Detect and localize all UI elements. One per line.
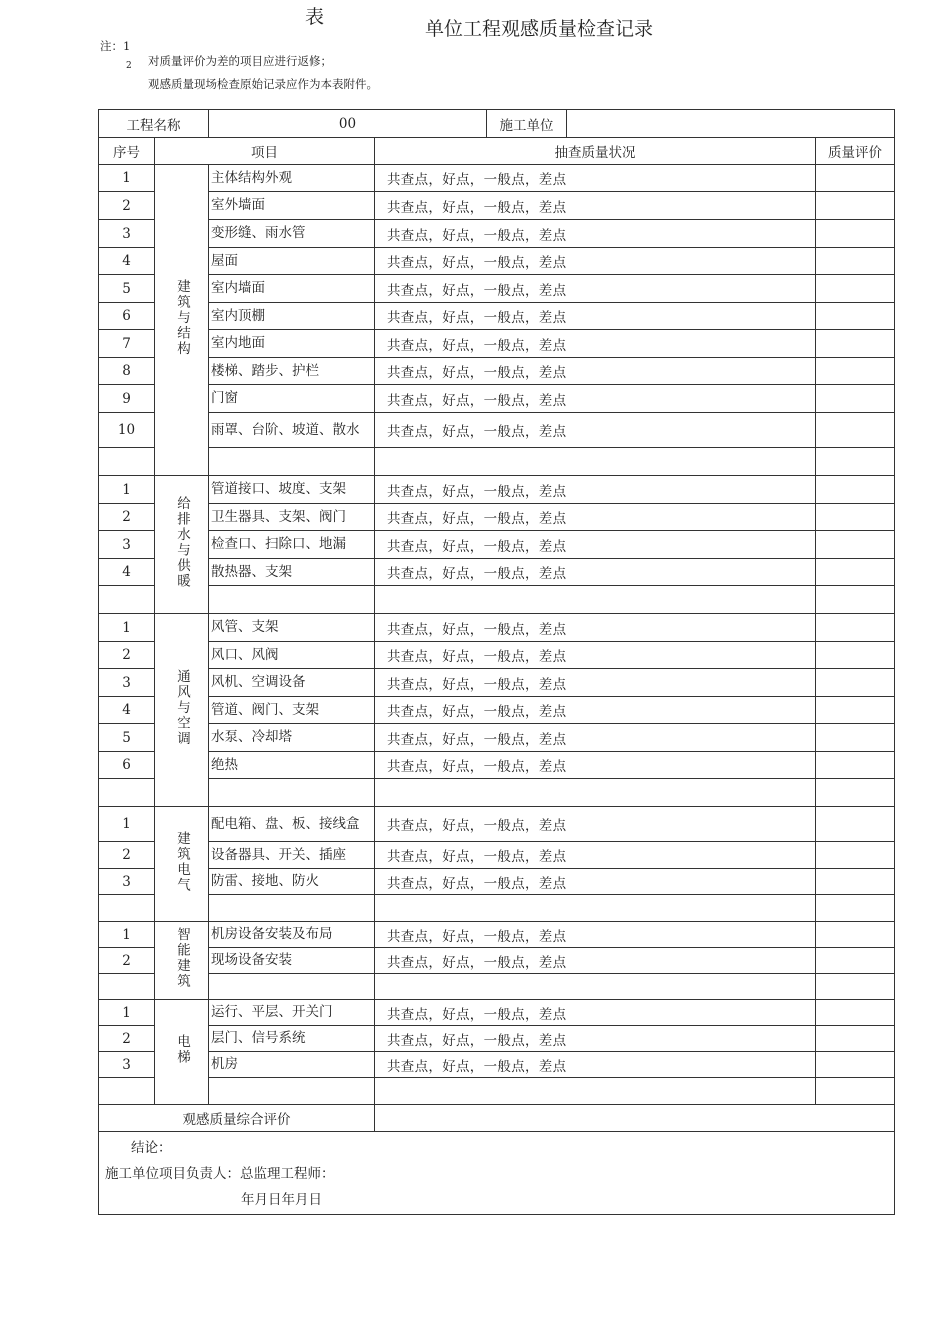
category-cell xyxy=(155,1000,209,1105)
project-name-label: 工程名称 xyxy=(99,110,209,138)
item-cell: 室内顶棚 xyxy=(209,303,375,330)
category-label: 智能建筑 xyxy=(174,927,190,989)
table-row xyxy=(99,220,895,248)
category-cell xyxy=(155,807,209,922)
inspection-status-cell[interactable]: 共查点，好点，一般点，差点 xyxy=(375,330,816,358)
quality-rating-cell[interactable] xyxy=(816,895,895,922)
seq-cell: 4 xyxy=(99,248,155,275)
category-label: 通风与空调 xyxy=(174,668,190,747)
item-cell: 风口、风阀 xyxy=(209,642,375,669)
quality-rating-cell[interactable] xyxy=(816,165,895,192)
table-row xyxy=(99,1000,895,1026)
seq-cell: 4 xyxy=(99,697,155,724)
inspection-status-cell[interactable]: 共查点，好点，一般点，差点 xyxy=(375,504,816,531)
quality-rating-cell[interactable] xyxy=(816,1000,895,1026)
table-row xyxy=(99,642,895,669)
table-row xyxy=(99,724,895,752)
item-cell: 配电箱、盘、板、接线盒 xyxy=(209,807,375,842)
item-cell xyxy=(209,974,375,1000)
quality-rating-cell[interactable] xyxy=(816,220,895,248)
project-name-value[interactable]: 00 xyxy=(209,110,487,138)
signers-line: 施工单位项目负责人：总监理工程师： xyxy=(105,1166,335,1182)
inspection-status-cell[interactable]: 共查点，好点，一般点，差点 xyxy=(375,724,816,752)
table-row xyxy=(99,697,895,724)
seq-cell: 4 xyxy=(99,559,155,586)
seq-cell xyxy=(99,974,155,1000)
seq-cell: 2 xyxy=(99,192,155,220)
inspection-status-cell[interactable]: 共查点，好点，一般点，差点 xyxy=(375,842,816,869)
quality-rating-cell[interactable] xyxy=(816,531,895,559)
item-cell: 门窗 xyxy=(209,385,375,413)
conclusion-row xyxy=(99,1132,895,1215)
table-row xyxy=(99,807,895,842)
seq-cell: 5 xyxy=(99,275,155,303)
table-row xyxy=(99,531,895,559)
seq-cell: 6 xyxy=(99,752,155,779)
quality-rating-cell[interactable] xyxy=(816,724,895,752)
inspection-status-cell[interactable]: 共查点，好点，一般点，差点 xyxy=(375,248,816,275)
item-cell: 机房设备安装及布局 xyxy=(209,922,375,948)
inspection-status-cell[interactable] xyxy=(375,974,816,1000)
quality-rating-cell[interactable] xyxy=(816,559,895,586)
conclusion-label: 结论： xyxy=(131,1140,172,1156)
inspection-status-cell[interactable]: 共查点，好点，一般点，差点 xyxy=(375,922,816,948)
quality-rating-cell[interactable] xyxy=(816,807,895,842)
table-row xyxy=(99,358,895,385)
inspection-status-cell[interactable]: 共查点，好点，一般点，差点 xyxy=(375,752,816,779)
note-1: 对质量评价为差的项目应进行返修； xyxy=(148,54,332,68)
item-cell: 防雷、接地、防火 xyxy=(209,869,375,895)
note-2: 观感质量现场检查原始记录应作为本表附件。 xyxy=(148,77,378,91)
table-row xyxy=(99,192,895,220)
quality-rating-cell[interactable] xyxy=(816,275,895,303)
item-cell: 检查口、扫除口、地漏 xyxy=(209,531,375,559)
item-cell: 管道、阀门、支架 xyxy=(209,697,375,724)
table-row xyxy=(99,752,895,779)
seq-cell: 9 xyxy=(99,385,155,413)
seq-cell: 3 xyxy=(99,1052,155,1078)
item-cell: 室内地面 xyxy=(209,330,375,358)
seq-cell: 1 xyxy=(99,476,155,504)
overall-evaluation-label: 观感质量综合评价 xyxy=(99,1105,375,1132)
conclusion-cell[interactable] xyxy=(99,1132,895,1215)
col-item-header: 项目 xyxy=(155,138,375,165)
inspection-status-cell[interactable]: 共查点，好点，一般点，差点 xyxy=(375,165,816,192)
seq-cell xyxy=(99,448,155,476)
blank-row xyxy=(99,448,895,476)
quality-rating-cell[interactable] xyxy=(816,869,895,895)
category-cell xyxy=(155,476,209,614)
seq-cell: 5 xyxy=(99,724,155,752)
table-row xyxy=(99,669,895,697)
seq-cell: 1 xyxy=(99,165,155,192)
seq-cell xyxy=(99,586,155,614)
seq-cell: 8 xyxy=(99,358,155,385)
seq-cell: 7 xyxy=(99,330,155,358)
inspection-status-cell[interactable]: 共查点，好点，一般点，差点 xyxy=(375,614,816,642)
seq-cell: 1 xyxy=(99,1000,155,1026)
item-cell: 层门、信号系统 xyxy=(209,1026,375,1052)
table-row xyxy=(99,476,895,504)
quality-rating-cell[interactable] xyxy=(816,842,895,869)
seq-cell: 2 xyxy=(99,1026,155,1052)
inspection-status-cell[interactable]: 共查点，好点，一般点，差点 xyxy=(375,948,816,974)
table-row xyxy=(99,385,895,413)
seq-cell: 1 xyxy=(99,922,155,948)
blank-row xyxy=(99,1078,895,1105)
inspection-status-cell[interactable]: 共查点，好点，一般点，差点 xyxy=(375,303,816,330)
inspection-status-cell[interactable] xyxy=(375,448,816,476)
category-cell xyxy=(155,614,209,807)
note-prefix: 注：1 xyxy=(100,39,131,53)
quality-rating-cell[interactable] xyxy=(816,948,895,974)
inspection-status-cell[interactable]: 共查点，好点，一般点，差点 xyxy=(375,669,816,697)
item-cell: 现场设备安装 xyxy=(209,948,375,974)
seq-cell: 2 xyxy=(99,504,155,531)
inspection-status-cell[interactable]: 共查点，好点，一般点，差点 xyxy=(375,531,816,559)
inspection-status-cell[interactable] xyxy=(375,895,816,922)
col-status-header: 抽查质量状况 xyxy=(375,138,816,165)
project-info-row xyxy=(99,110,895,138)
item-cell: 设备器具、开关、插座 xyxy=(209,842,375,869)
table-row xyxy=(99,948,895,974)
inspection-status-cell[interactable]: 共查点，好点，一般点，差点 xyxy=(375,869,816,895)
quality-rating-cell[interactable] xyxy=(816,642,895,669)
seq-cell xyxy=(99,779,155,807)
item-cell: 风机、空调设备 xyxy=(209,669,375,697)
item-cell xyxy=(209,895,375,922)
quality-rating-cell[interactable] xyxy=(816,330,895,358)
quality-rating-cell[interactable] xyxy=(816,586,895,614)
seq-cell: 3 xyxy=(99,869,155,895)
item-cell: 管道接口、坡度、支架 xyxy=(209,476,375,504)
inspection-status-cell[interactable]: 共查点，好点，一般点，差点 xyxy=(375,1026,816,1052)
item-cell: 机房 xyxy=(209,1052,375,1078)
item-cell: 绝热 xyxy=(209,752,375,779)
inspection-status-cell[interactable]: 共查点，好点，一般点，差点 xyxy=(375,697,816,724)
blank-row xyxy=(99,586,895,614)
seq-cell: 1 xyxy=(99,807,155,842)
seq-cell: 2 xyxy=(99,642,155,669)
item-cell: 运行、平层、开关门 xyxy=(209,1000,375,1026)
table-row xyxy=(99,504,895,531)
inspection-status-cell[interactable] xyxy=(375,1078,816,1105)
inspection-status-cell[interactable]: 共查点，好点，一般点，差点 xyxy=(375,1000,816,1026)
item-cell xyxy=(209,448,375,476)
category-label: 建筑电气 xyxy=(174,830,190,893)
seq-cell xyxy=(99,895,155,922)
inspection-status-cell[interactable]: 共查点，好点，一般点，差点 xyxy=(375,807,816,842)
blank-row xyxy=(99,779,895,807)
col-rating-header: 质量评价 xyxy=(816,138,895,165)
item-cell: 风管、支架 xyxy=(209,614,375,642)
table-row xyxy=(99,559,895,586)
blank-row xyxy=(99,895,895,922)
table-row xyxy=(99,869,895,895)
item-cell: 变形缝、雨水管 xyxy=(209,220,375,248)
item-cell: 散热器、支架 xyxy=(209,559,375,586)
inspection-status-cell[interactable]: 共查点，好点，一般点，差点 xyxy=(375,642,816,669)
table-row xyxy=(99,330,895,358)
seq-cell: 6 xyxy=(99,303,155,330)
inspection-status-cell[interactable]: 共查点，好点，一般点，差点 xyxy=(375,413,816,448)
column-header-row xyxy=(99,138,895,165)
inspection-status-cell[interactable]: 共查点，好点，一般点，差点 xyxy=(375,192,816,220)
inspection-status-cell[interactable]: 共查点，好点，一般点，差点 xyxy=(375,1052,816,1078)
inspection-table xyxy=(98,109,895,1215)
quality-rating-cell[interactable] xyxy=(816,1026,895,1052)
quality-rating-cell[interactable] xyxy=(816,1052,895,1078)
item-cell xyxy=(209,586,375,614)
seq-cell: 2 xyxy=(99,842,155,869)
seq-cell: 3 xyxy=(99,531,155,559)
quality-rating-cell[interactable] xyxy=(816,922,895,948)
table-row xyxy=(99,275,895,303)
category-cell xyxy=(155,165,209,476)
quality-rating-cell[interactable] xyxy=(816,358,895,385)
category-label: 电梯 xyxy=(174,1034,190,1065)
quality-rating-cell[interactable] xyxy=(816,476,895,504)
item-cell: 水泵、冷却塔 xyxy=(209,724,375,752)
inspection-status-cell[interactable]: 共查点，好点，一般点，差点 xyxy=(375,220,816,248)
table-row xyxy=(99,248,895,275)
quality-rating-cell[interactable] xyxy=(816,697,895,724)
item-cell: 室外墙面 xyxy=(209,192,375,220)
item-cell xyxy=(209,1078,375,1105)
item-cell: 主体结构外观 xyxy=(209,165,375,192)
table-row xyxy=(99,165,895,192)
category-cell xyxy=(155,922,209,1000)
table-row xyxy=(99,303,895,330)
inspection-status-cell[interactable]: 共查点，好点，一般点，差点 xyxy=(375,385,816,413)
seq-cell: 2 xyxy=(99,948,155,974)
quality-rating-cell[interactable] xyxy=(816,752,895,779)
inspection-status-cell[interactable]: 共查点，好点，一般点，差点 xyxy=(375,476,816,504)
construction-unit-label: 施工单位 xyxy=(487,110,567,138)
quality-rating-cell[interactable] xyxy=(816,413,895,448)
quality-rating-cell[interactable] xyxy=(816,448,895,476)
quality-rating-cell[interactable] xyxy=(816,192,895,220)
item-cell: 屋面 xyxy=(209,248,375,275)
quality-rating-cell[interactable] xyxy=(816,303,895,330)
category-label: 给排水与供暖 xyxy=(174,495,190,589)
blank-row xyxy=(99,974,895,1000)
seq-cell: 3 xyxy=(99,220,155,248)
table-row xyxy=(99,1026,895,1052)
col-seq-header: 序号 xyxy=(99,138,155,165)
inspection-status-cell[interactable]: 共查点，好点，一般点，差点 xyxy=(375,275,816,303)
item-cell: 楼梯、踏步、护栏 xyxy=(209,358,375,385)
item-cell: 室内墙面 xyxy=(209,275,375,303)
construction-unit-value[interactable] xyxy=(567,110,895,138)
dates-line: 年月日年月日 xyxy=(241,1192,322,1208)
table-row xyxy=(99,922,895,948)
table-row xyxy=(99,413,895,448)
seq-cell: 3 xyxy=(99,669,155,697)
table-number-label: 表 xyxy=(305,6,325,28)
quality-rating-cell[interactable] xyxy=(816,974,895,1000)
inspection-status-cell[interactable] xyxy=(375,779,816,807)
category-label: 建筑与结构 xyxy=(174,278,190,357)
overall-evaluation-row xyxy=(99,1105,895,1132)
quality-rating-cell[interactable] xyxy=(816,669,895,697)
table-row xyxy=(99,842,895,869)
inspection-status-cell[interactable] xyxy=(375,586,816,614)
seq-cell: 10 xyxy=(99,413,155,448)
quality-rating-cell[interactable] xyxy=(816,504,895,531)
table-row xyxy=(99,1052,895,1078)
item-cell xyxy=(209,779,375,807)
quality-rating-cell[interactable] xyxy=(816,614,895,642)
inspection-status-cell[interactable]: 共查点，好点，一般点，差点 xyxy=(375,358,816,385)
quality-rating-cell[interactable] xyxy=(816,779,895,807)
item-cell: 雨罩、台阶、坡道、散水 xyxy=(209,413,375,448)
quality-rating-cell[interactable] xyxy=(816,385,895,413)
note-number-2: 2 xyxy=(126,61,132,71)
quality-rating-cell[interactable] xyxy=(816,248,895,275)
page-title: 单位工程观感质量检查记录 xyxy=(425,18,654,40)
inspection-status-cell[interactable]: 共查点，好点，一般点，差点 xyxy=(375,559,816,586)
item-cell: 卫生器具、支架、阀门 xyxy=(209,504,375,531)
table-row xyxy=(99,614,895,642)
seq-cell xyxy=(99,1078,155,1105)
quality-rating-cell[interactable] xyxy=(816,1078,895,1105)
overall-evaluation-value[interactable] xyxy=(375,1105,895,1132)
seq-cell: 1 xyxy=(99,614,155,642)
